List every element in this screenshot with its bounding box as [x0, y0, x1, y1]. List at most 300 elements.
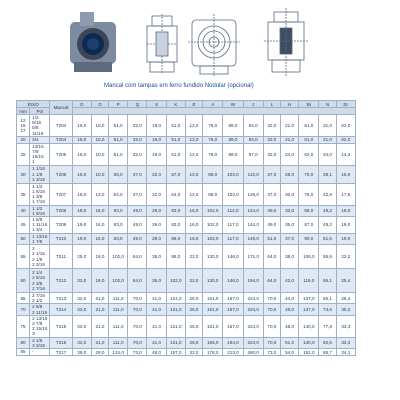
- cell-dimension: 37,0: [263, 183, 280, 205]
- cell-dimension: 62,0: [299, 143, 319, 165]
- cell-dimension: 194,0: [243, 269, 263, 293]
- cell-dimension: 137,0: [299, 304, 319, 315]
- cell-dimension: 62,0: [336, 136, 355, 143]
- header-dim: J: [243, 101, 263, 108]
- table-row: [17, 349, 356, 356]
- cell-shaft-mm: 45: [17, 217, 30, 234]
- cell-dimension: 51,0: [166, 115, 185, 137]
- cell-dimension: 34,0: [319, 143, 336, 165]
- table-row: [17, 304, 356, 315]
- cell-dimension: 224,0: [243, 337, 263, 348]
- cell-dimension: 10,0: [91, 165, 108, 183]
- cell-dimension: 12,0: [185, 165, 202, 183]
- cell-dimension: 51,6: [319, 233, 336, 244]
- cell-dimension: 32,0: [72, 337, 91, 348]
- cell-dimension: 25,0: [72, 245, 91, 269]
- cell-dimension: 83,0: [166, 217, 185, 234]
- cell-dimension: 83,0: [166, 205, 185, 216]
- cell-dimension: 19,0: [336, 217, 355, 234]
- cell-dimension: 32,0: [72, 315, 91, 337]
- cell-dimension: 64,0: [166, 183, 185, 205]
- cell-dimension: 78,0: [299, 183, 319, 205]
- cell-dimension: 86,0: [166, 233, 185, 244]
- cell-dimension: 194,0: [223, 337, 243, 348]
- cell-dimension: 121,0: [166, 304, 185, 315]
- cell-model: T217: [50, 349, 72, 356]
- cell-dimension: 74,6: [319, 304, 336, 315]
- cell-shaft-inch: 2 7/16 2 1/2: [30, 293, 50, 304]
- cell-dimension: 114,0: [223, 205, 243, 216]
- cell-dimension: 16,0: [185, 233, 202, 244]
- cell-dimension: 12,0: [185, 115, 202, 137]
- header-dim: S: [147, 101, 166, 108]
- cell-dimension: 34,1: [336, 349, 355, 356]
- header-dim: L: [263, 101, 280, 108]
- cell-dimension: 26,0: [185, 337, 202, 348]
- cell-dimension: 19,0: [147, 115, 166, 137]
- cell-dimension: 48,0: [281, 315, 299, 337]
- cell-dimension: 10,0: [91, 143, 108, 165]
- cell-dimension: 29,0: [91, 349, 108, 356]
- table-row: [17, 143, 356, 165]
- cell-dimension: 31,0: [319, 115, 336, 137]
- cell-model: T213: [50, 293, 72, 304]
- cell-dimension: 37,0: [281, 233, 299, 244]
- cell-dimension: 55,6: [319, 245, 336, 269]
- cell-dimension: 89,0: [203, 183, 223, 205]
- header-dim: E: [185, 101, 202, 108]
- cell-dimension: 167,0: [223, 315, 243, 337]
- cell-dimension: 94,0: [243, 136, 263, 143]
- cell-model: T214: [50, 304, 72, 315]
- cell-dimension: 24,0: [281, 143, 299, 165]
- cell-dimension: 140,0: [299, 315, 319, 337]
- cell-dimension: 19,0: [72, 205, 91, 216]
- cell-dimension: 16,0: [91, 217, 108, 234]
- dimensions-table: [16, 100, 356, 356]
- table-row: [17, 115, 356, 137]
- cell-dimension: 38,1: [319, 165, 336, 183]
- header-dim: P: [109, 101, 128, 108]
- cell-dimension: 49,0: [128, 217, 147, 234]
- cell-dimension: 65,1: [319, 293, 336, 304]
- cell-dimension: 21,0: [91, 337, 108, 348]
- cell-dimension: 19,0: [72, 233, 91, 244]
- header-dim: W: [223, 101, 243, 108]
- cell-dimension: 17,5: [336, 183, 355, 205]
- cell-dimension: 62,0: [336, 115, 355, 137]
- cell-model: T216: [50, 337, 72, 348]
- cell-dimension: 111,0: [109, 315, 128, 337]
- cell-dimension: 32,0: [72, 293, 91, 304]
- cell-dimension: 19,0: [91, 269, 108, 293]
- cell-dimension: 102,0: [223, 165, 243, 183]
- cell-dimension: 32,0: [128, 115, 147, 137]
- cell-dimension: 41,0: [147, 315, 166, 337]
- cell-dimension: 85,7: [319, 349, 336, 356]
- cell-dimension: 102,0: [203, 233, 223, 244]
- cell-dimension: 111,0: [109, 293, 128, 304]
- cell-dimension: 137,0: [299, 293, 319, 304]
- cell-dimension: 33,3: [336, 315, 355, 337]
- cell-dimension: 16,0: [91, 233, 108, 244]
- cell-dimension: 51,0: [263, 233, 280, 244]
- table-row: [17, 245, 356, 269]
- cell-shaft-mm: 75: [17, 315, 30, 337]
- cell-dimension: 70,0: [263, 293, 280, 304]
- cell-shaft-inch: 2 2 1/16 2 1/8 2 3/16: [30, 245, 50, 269]
- cell-shaft-inch: 1/2 9/16 5/8 11/16: [30, 115, 50, 137]
- cell-dimension: 16,0: [185, 205, 202, 216]
- cell-shaft-mm: 35: [17, 183, 30, 205]
- bearing-dimension-side-icon: [264, 8, 308, 76]
- cell-dimension: 64,0: [263, 245, 280, 269]
- cell-shaft-inch: 1 1/2 1 9/16: [30, 205, 50, 216]
- cell-dimension: 49,0: [263, 217, 280, 234]
- cell-dimension: 30,2: [336, 304, 355, 315]
- cell-shaft-inch: 2 5/8 2 11/16: [30, 304, 50, 315]
- cell-shaft-mm: 85: [17, 349, 30, 356]
- table-body: [17, 115, 356, 356]
- cell-dimension: 26,0: [185, 304, 202, 315]
- cell-dimension: 21,0: [281, 115, 299, 137]
- cell-model: T204: [50, 136, 72, 143]
- header-dim: O: [72, 101, 91, 108]
- cell-dimension: 70,0: [128, 304, 147, 315]
- cell-dimension: 121,0: [166, 293, 185, 304]
- cell-dimension: 19,0: [147, 136, 166, 143]
- cell-dimension: 124,0: [109, 349, 128, 356]
- cell-dimension: 32,0: [185, 349, 202, 356]
- cell-dimension: 260,0: [243, 349, 263, 356]
- cell-dimension: 35,0: [147, 269, 166, 293]
- cell-shaft-mm: 65: [17, 293, 30, 304]
- cell-dimension: 94,0: [243, 115, 263, 137]
- cell-dimension: 49,2: [319, 217, 336, 234]
- cell-shaft-mm: 20: [17, 136, 30, 143]
- header-pol: Pol: [30, 108, 50, 115]
- cell-dimension: 29,0: [147, 205, 166, 216]
- cell-dimension: 49,0: [263, 205, 280, 216]
- cell-dimension: 16,0: [72, 115, 91, 137]
- cell-dimension: 171,0: [243, 245, 263, 269]
- cell-dimension: 51,0: [166, 143, 185, 165]
- header-dim: A: [203, 101, 223, 108]
- cell-dimension: 224,0: [243, 315, 263, 337]
- bearing-dimension-front-icon: [188, 14, 240, 76]
- cell-shaft-inch: 2 13/16 2 7/8 2 15/16 3: [30, 315, 50, 337]
- cell-dimension: 70,0: [128, 337, 147, 348]
- cell-dimension: 14,3: [336, 143, 355, 165]
- cell-shaft-inch: 1 5/8 1 11/16 1 3/4: [30, 217, 50, 234]
- cell-dimension: 157,0: [166, 349, 185, 356]
- cell-dimension: 35,0: [281, 217, 299, 234]
- cell-dimension: 49,0: [128, 233, 147, 244]
- cell-shaft-inch: 1 1/4 1 5/16 1 3/8 1 7/16: [30, 183, 50, 205]
- cell-dimension: 21,0: [91, 315, 108, 337]
- cell-dimension: 70,0: [128, 293, 147, 304]
- cell-dimension: 149,0: [243, 233, 263, 244]
- cell-dimension: 111,0: [109, 304, 128, 315]
- cell-shaft-mm: 80: [17, 337, 30, 348]
- table-row: [17, 293, 356, 304]
- cell-dimension: 51,0: [281, 337, 299, 348]
- header-mancal: Mancal: [50, 101, 72, 115]
- cell-dimension: 61,0: [299, 115, 319, 137]
- cell-dimension: 37,0: [128, 183, 147, 205]
- table-row: [17, 269, 356, 293]
- header-eixo: EIXO: [17, 101, 50, 108]
- cell-dimension: 140,0: [299, 337, 319, 348]
- bearing-side-view-icon: [147, 14, 177, 74]
- cell-dimension: 15,9: [336, 165, 355, 183]
- cell-dimension: 26,0: [185, 315, 202, 337]
- cell-dimension: 32,0: [72, 304, 91, 315]
- cell-dimension: 16,0: [72, 183, 91, 205]
- cell-shaft-inch: 2 1/4 2 5/16 2 3/8 2 7/16: [30, 269, 50, 293]
- table-row: [17, 165, 356, 183]
- cell-dimension: 70,0: [299, 165, 319, 183]
- cell-model: T207: [50, 183, 72, 205]
- cell-dimension: 89,0: [223, 143, 243, 165]
- cell-shaft-mm: 25: [17, 143, 30, 165]
- cell-dimension: 42,9: [319, 183, 336, 205]
- header-dim: Q: [128, 101, 147, 108]
- cell-model: T208: [50, 205, 72, 216]
- cell-dimension: 38,0: [281, 245, 299, 269]
- cell-dimension: 35,0: [147, 245, 166, 269]
- cell-shaft-inch: 1 13/16 1 7/8: [30, 233, 50, 244]
- table-row: [17, 183, 356, 205]
- cell-dimension: 77,8: [319, 315, 336, 337]
- cell-dimension: 76,0: [203, 115, 223, 137]
- cell-dimension: 16,0: [72, 143, 91, 165]
- cell-dimension: 213,0: [223, 349, 243, 356]
- cell-dimension: 49,2: [319, 205, 336, 216]
- cell-shaft-mm: 40: [17, 205, 30, 216]
- cell-dimension: 73,0: [263, 349, 280, 356]
- cell-dimension: 121,0: [166, 315, 185, 337]
- cell-dimension: 130,0: [203, 269, 223, 293]
- cell-shaft-mm: 30: [17, 165, 30, 183]
- header-dim: Zc: [336, 101, 355, 108]
- cell-dimension: 70,0: [263, 304, 280, 315]
- cell-dimension: 32,0: [128, 143, 147, 165]
- cell-dimension: 51,0: [109, 115, 128, 137]
- cell-dimension: 106,0: [299, 245, 319, 269]
- cell-dimension: 76,0: [203, 143, 223, 165]
- cell-model: T205: [50, 143, 72, 165]
- cell-dimension: 83,0: [109, 205, 128, 216]
- cell-dimension: 25,4: [336, 269, 355, 293]
- table-row: [17, 233, 356, 244]
- cell-dimension: 83,0: [109, 217, 128, 234]
- cell-dimension: 117,0: [223, 217, 243, 234]
- cell-dimension: 95,0: [166, 245, 185, 269]
- cell-shaft-mm: 60: [17, 269, 30, 293]
- cell-shaft-mm: 70: [17, 304, 30, 315]
- cell-dimension: 224,0: [243, 293, 263, 304]
- cell-dimension: 22,0: [185, 269, 202, 293]
- cell-dimension: 102,0: [203, 205, 223, 216]
- cell-dimension: 90,0: [299, 233, 319, 244]
- cell-shaft-mm: 50: [17, 233, 30, 244]
- header-dim: K: [166, 101, 185, 108]
- table-row: [17, 217, 356, 234]
- cell-dimension: 54,0: [281, 349, 299, 356]
- cell-dimension: 97,0: [243, 143, 263, 165]
- cell-dimension: 129,0: [243, 183, 263, 205]
- cell-dimension: 64,0: [128, 269, 147, 293]
- cell-dimension: 32,0: [263, 143, 280, 165]
- cell-dimension: 32,0: [263, 115, 280, 137]
- cell-dimension: 28,0: [281, 165, 299, 183]
- cell-dimension: 89,0: [203, 165, 223, 183]
- cell-dimension: 12,0: [185, 183, 202, 205]
- cell-dimension: 70,0: [263, 337, 280, 348]
- cell-dimension: 51,0: [166, 136, 185, 143]
- cell-model: T215: [50, 315, 72, 337]
- cell-dimension: 57,0: [166, 165, 185, 183]
- cell-dimension: 25,4: [336, 293, 355, 304]
- cell-dimension: 102,0: [166, 269, 185, 293]
- cell-dimension: 167,0: [223, 293, 243, 304]
- cell-dimension: 38,0: [72, 349, 91, 356]
- cell-dimension: 102,0: [203, 217, 223, 234]
- cell-dimension: 41,0: [147, 293, 166, 304]
- cell-model: T211: [50, 245, 72, 269]
- header-row-1: [17, 101, 356, 108]
- cell-dimension: 224,0: [243, 304, 263, 315]
- cell-dimension: 49,0: [128, 205, 147, 216]
- cell-dimension: 51,0: [109, 143, 128, 165]
- cell-dimension: 51,0: [109, 136, 128, 143]
- cell-dimension: 29,0: [147, 233, 166, 244]
- cell-dimension: 37,0: [263, 165, 280, 183]
- cell-dimension: 32,0: [263, 136, 280, 143]
- bearing-front-view-icon: [70, 12, 116, 72]
- cell-dimension: 64,0: [128, 245, 147, 269]
- cell-dimension: 111,0: [109, 337, 128, 348]
- cell-dimension: 70,0: [263, 315, 280, 337]
- cell-model: T210: [50, 233, 72, 244]
- cell-dimension: 22,2: [336, 245, 355, 269]
- cell-dimension: 82,6: [319, 337, 336, 348]
- cell-dimension: 87,0: [299, 217, 319, 234]
- cell-dimension: 13,0: [91, 183, 108, 205]
- cell-dimension: 76,0: [203, 136, 223, 143]
- cell-dimension: 119,0: [299, 269, 319, 293]
- cell-dimension: 165,0: [203, 337, 223, 348]
- cell-dimension: 16,0: [72, 136, 91, 143]
- cell-dimension: 73,0: [128, 349, 147, 356]
- cell-dimension: 30,0: [281, 183, 299, 205]
- cell-dimension: 31,0: [319, 136, 336, 143]
- cell-dimension: 70,0: [128, 315, 147, 337]
- cell-dimension: 12,0: [185, 143, 202, 165]
- cell-dimension: 48,0: [281, 304, 299, 315]
- cell-shaft-inch: 1 1/16 1 1/8 1 3/16: [30, 165, 50, 183]
- cell-dimension: 151,0: [203, 293, 223, 304]
- cell-dimension: 10,0: [91, 115, 108, 137]
- cell-dimension: 167,0: [223, 304, 243, 315]
- cell-dimension: 19,0: [72, 217, 91, 234]
- cell-dimension: 21,0: [91, 293, 108, 304]
- table-row: [17, 136, 356, 143]
- cell-dimension: 22,0: [185, 245, 202, 269]
- cell-dimension: 44,0: [281, 293, 299, 304]
- cell-dimension: 89,0: [223, 115, 243, 137]
- cell-dimension: 65,1: [319, 269, 336, 293]
- cell-dimension: 19,0: [147, 143, 166, 165]
- header-mm: mm: [17, 108, 30, 115]
- cell-shaft-inch: 13/16 7/8 15/16 1: [30, 143, 50, 165]
- header-units-spacer: [72, 108, 355, 115]
- cell-shaft-mm: 12 15 17: [17, 115, 30, 137]
- header-dim: H: [281, 101, 299, 108]
- cell-model: T206: [50, 165, 72, 183]
- cell-dimension: 146,0: [223, 245, 243, 269]
- table-row: [17, 315, 356, 337]
- cell-dimension: 29,0: [147, 217, 166, 234]
- cell-dimension: 102,0: [109, 269, 128, 293]
- cell-dimension: 19,0: [336, 205, 355, 216]
- cell-dimension: 113,0: [243, 165, 263, 183]
- header-dim: N: [319, 101, 336, 108]
- cell-dimension: 178,0: [203, 349, 223, 356]
- cell-model: T204: [50, 115, 72, 137]
- cell-dimension: 37,0: [128, 165, 147, 183]
- cell-dimension: 42,0: [281, 269, 299, 293]
- cell-dimension: 26,0: [185, 293, 202, 304]
- cell-dimension: 19,0: [336, 233, 355, 244]
- cell-model: T212: [50, 269, 72, 293]
- cell-dimension: 41,0: [147, 337, 166, 348]
- cell-dimension: 89,0: [223, 136, 243, 143]
- cell-model: T209: [50, 217, 72, 234]
- cell-dimension: 41,0: [147, 304, 166, 315]
- cell-dimension: 144,0: [243, 217, 263, 234]
- cell-dimension: 10,0: [91, 136, 108, 143]
- cell-dimension: 22,0: [147, 165, 166, 183]
- cell-dimension: 121,0: [166, 337, 185, 348]
- cell-dimension: 102,0: [223, 183, 243, 205]
- table-caption: Mancal com tampas em ferro fundido Nodular (opcional): [104, 83, 254, 89]
- cell-dimension: 48,0: [147, 349, 166, 356]
- cell-dimension: 88,0: [299, 205, 319, 216]
- cell-dimension: 152,0: [299, 349, 319, 356]
- header-dim: G: [91, 101, 108, 108]
- cell-dimension: 33,0: [281, 205, 299, 216]
- cell-dimension: 16,0: [185, 217, 202, 234]
- cell-dimension: 130,0: [203, 245, 223, 269]
- cell-dimension: 64,0: [109, 183, 128, 205]
- cell-dimension: 151,0: [203, 304, 223, 315]
- table-row: [17, 337, 356, 348]
- cell-shaft-inch: -: [30, 349, 50, 356]
- cell-dimension: 16,0: [72, 165, 91, 183]
- cell-dimension: 33,3: [336, 337, 355, 348]
- cell-dimension: 117,0: [223, 233, 243, 244]
- cell-dimension: 151,0: [203, 315, 223, 337]
- cell-shaft-inch: 3 1/8 3 3/16: [30, 337, 50, 348]
- cell-dimension: 19,0: [91, 245, 108, 269]
- cell-dimension: 144,0: [243, 205, 263, 216]
- cell-shaft-inch: 3/4: [30, 136, 50, 143]
- cell-dimension: 21,0: [281, 136, 299, 143]
- cell-dimension: 32,0: [72, 269, 91, 293]
- cell-dimension: 32,0: [128, 136, 147, 143]
